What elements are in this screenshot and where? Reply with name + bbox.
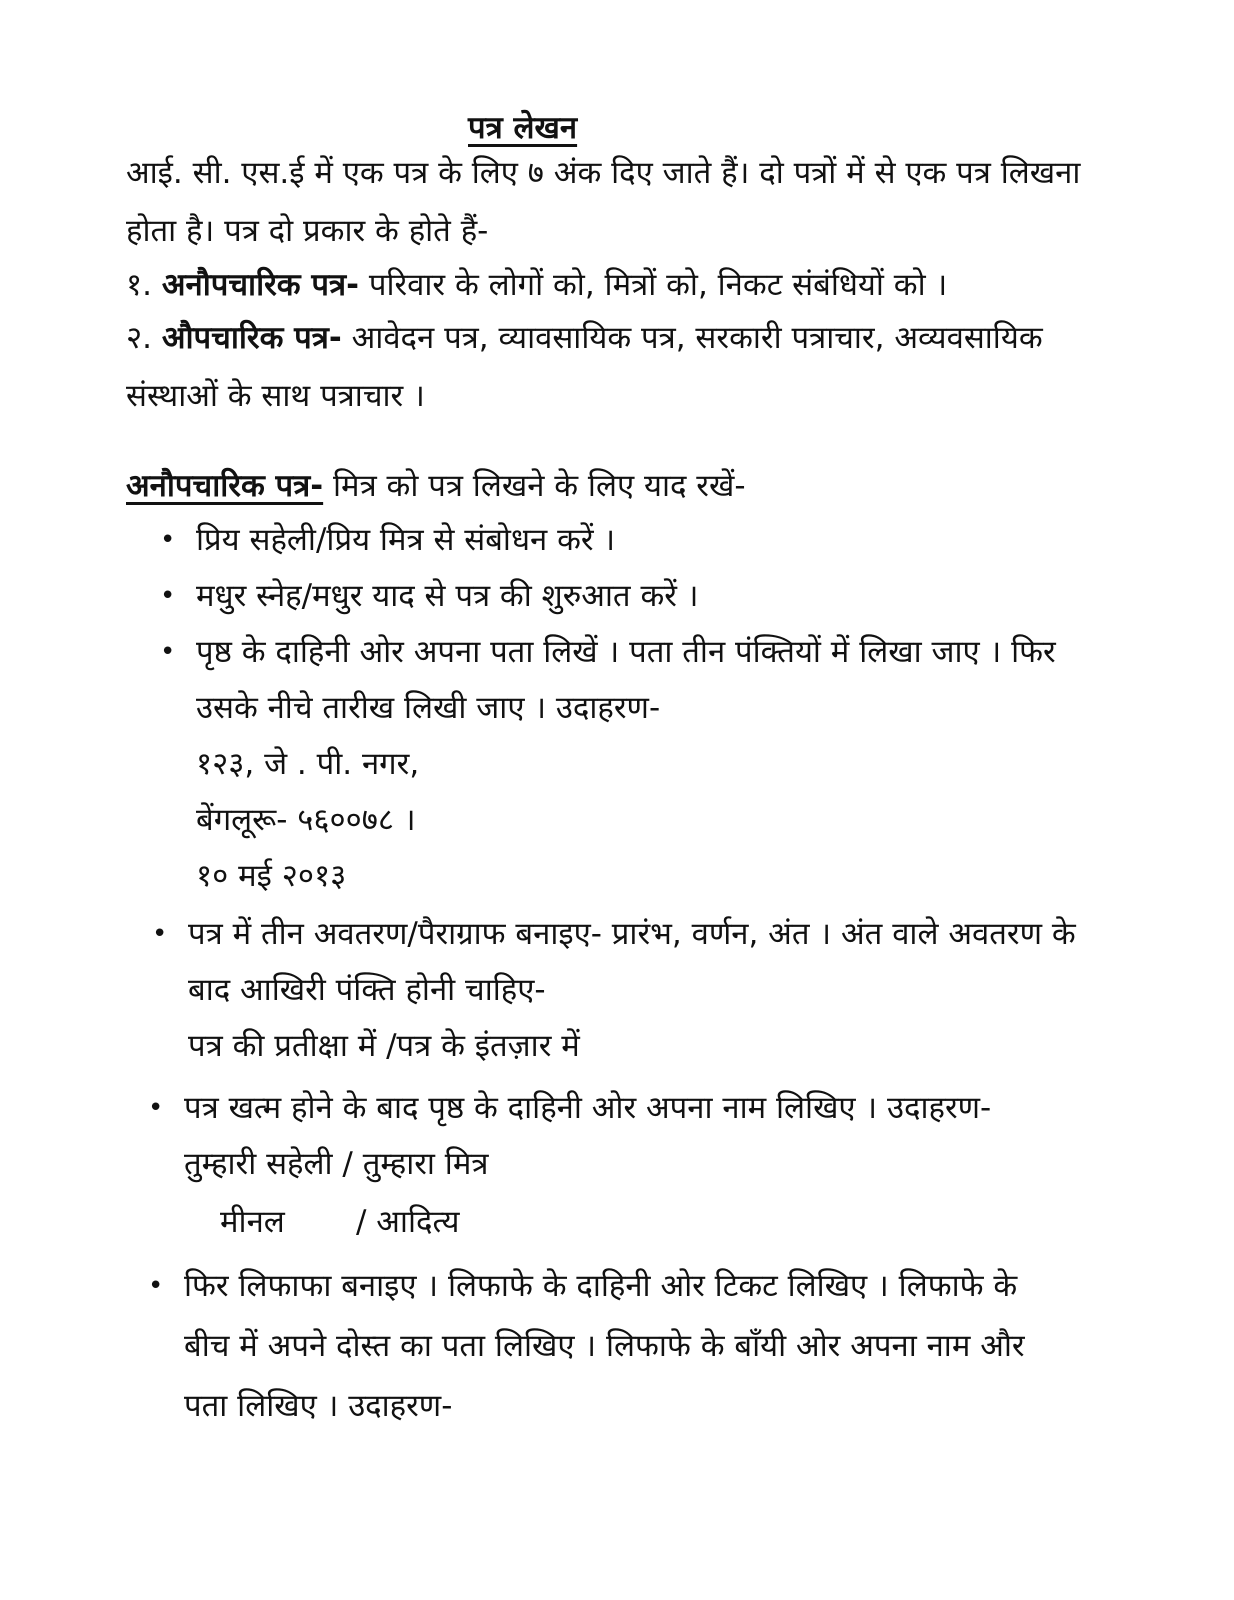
letter-type-formal: [126, 318, 1043, 358]
bullet-icon: •: [160, 637, 176, 667]
address-line-1: १२३, जे . पी. नगर,: [196, 746, 420, 782]
bullet-6-line-3: पता लिखिए । उदाहरण-: [184, 1388, 453, 1424]
letter-type-informal: [126, 265, 947, 305]
bullet-3-line-1: पृष्ठ के दाहिनी ओर अपना पता लिखें । पता तीन पंक्तियों में लिखा जाए । फिर: [196, 634, 1056, 670]
bullet-2-text: मधुर स्नेह/मधुर याद से पत्र की शुरुआत करें ।: [196, 578, 699, 614]
bullet-4-line-1: पत्र में तीन अवतरण/पैराग्राफ बनाइए- प्रारंभ, वर्णन, अंत । अंत वाले अवतरण के: [188, 916, 1076, 952]
formal-description-line-2: संस्थाओं के साथ पत्राचार ।: [126, 378, 425, 414]
type-number: २.: [126, 320, 152, 356]
intro-line-2: होता है। पत्र दो प्रकार के होते हैं-: [126, 213, 489, 249]
bullet-3-line-2: उसके नीचे तारीख लिखी जाए । उदाहरण-: [196, 690, 661, 726]
intro-line-1: आई. सी. एस.ई में एक पत्र के लिए ७ अंक दिए जाते हैं। दो पत्रों में से एक पत्र लिखना: [126, 155, 1081, 191]
type-description: परिवार के लोगों को, मित्रों को, निकट संबंधियों को ।: [368, 267, 948, 303]
address-date: १० मई २०१३: [196, 858, 347, 894]
type-number: १.: [126, 267, 152, 303]
bullet-icon: •: [152, 919, 168, 949]
bullet-icon: •: [160, 525, 176, 555]
bullet-6-line-2: बीच में अपने दोस्त का पता लिखिए । लिफाफे के बाँयी ओर अपना नाम और: [184, 1328, 1025, 1364]
bullet-1-text: प्रिय सहेली/प्रिय मित्र से संबोधन करें ।: [196, 522, 616, 558]
bullet-icon: •: [148, 1271, 164, 1301]
type-name: अनौपचारिक पत्र-: [161, 267, 359, 303]
bullet-4-line-2: बाद आखिरी पंक्ति होनी चाहिए-: [188, 972, 546, 1008]
page-title: पत्र लेखन: [468, 110, 578, 146]
bullet-icon: •: [148, 1093, 164, 1123]
closing-salutation: तुम्हारी सहेली / तुम्हारा मित्र: [184, 1146, 489, 1182]
signature-name-2: / आदित्य: [356, 1204, 460, 1240]
address-line-2: बेंगलूरू- ५६००७८ ।: [196, 802, 416, 838]
section-heading: अनौपचारिक पत्र-: [126, 468, 324, 504]
informal-section-header: [126, 466, 746, 506]
bullet-icon: •: [160, 581, 176, 611]
type-description: आवेदन पत्र, व्यावसायिक पत्र, सरकारी पत्राचार, अव्यवसायिक: [351, 320, 1043, 356]
bullet-6-line-1: फिर लिफाफा बनाइए । लिफाफे के दाहिनी ओर टिकट लिखिए । लिफाफे के: [184, 1268, 1018, 1304]
bullet-4-line-3: पत्र की प्रतीक्षा में /पत्र के इंतज़ार में: [188, 1028, 580, 1064]
signature-name-1: मीनल: [220, 1204, 285, 1240]
type-name: औपचारिक पत्र-: [161, 320, 342, 356]
section-subheading: मित्र को पत्र लिखने के लिए याद रखें-: [333, 468, 746, 504]
bullet-5-line-1: पत्र खत्म होने के बाद पृष्ठ के दाहिनी ओर अपना नाम लिखिए । उदाहरण-: [184, 1090, 992, 1126]
